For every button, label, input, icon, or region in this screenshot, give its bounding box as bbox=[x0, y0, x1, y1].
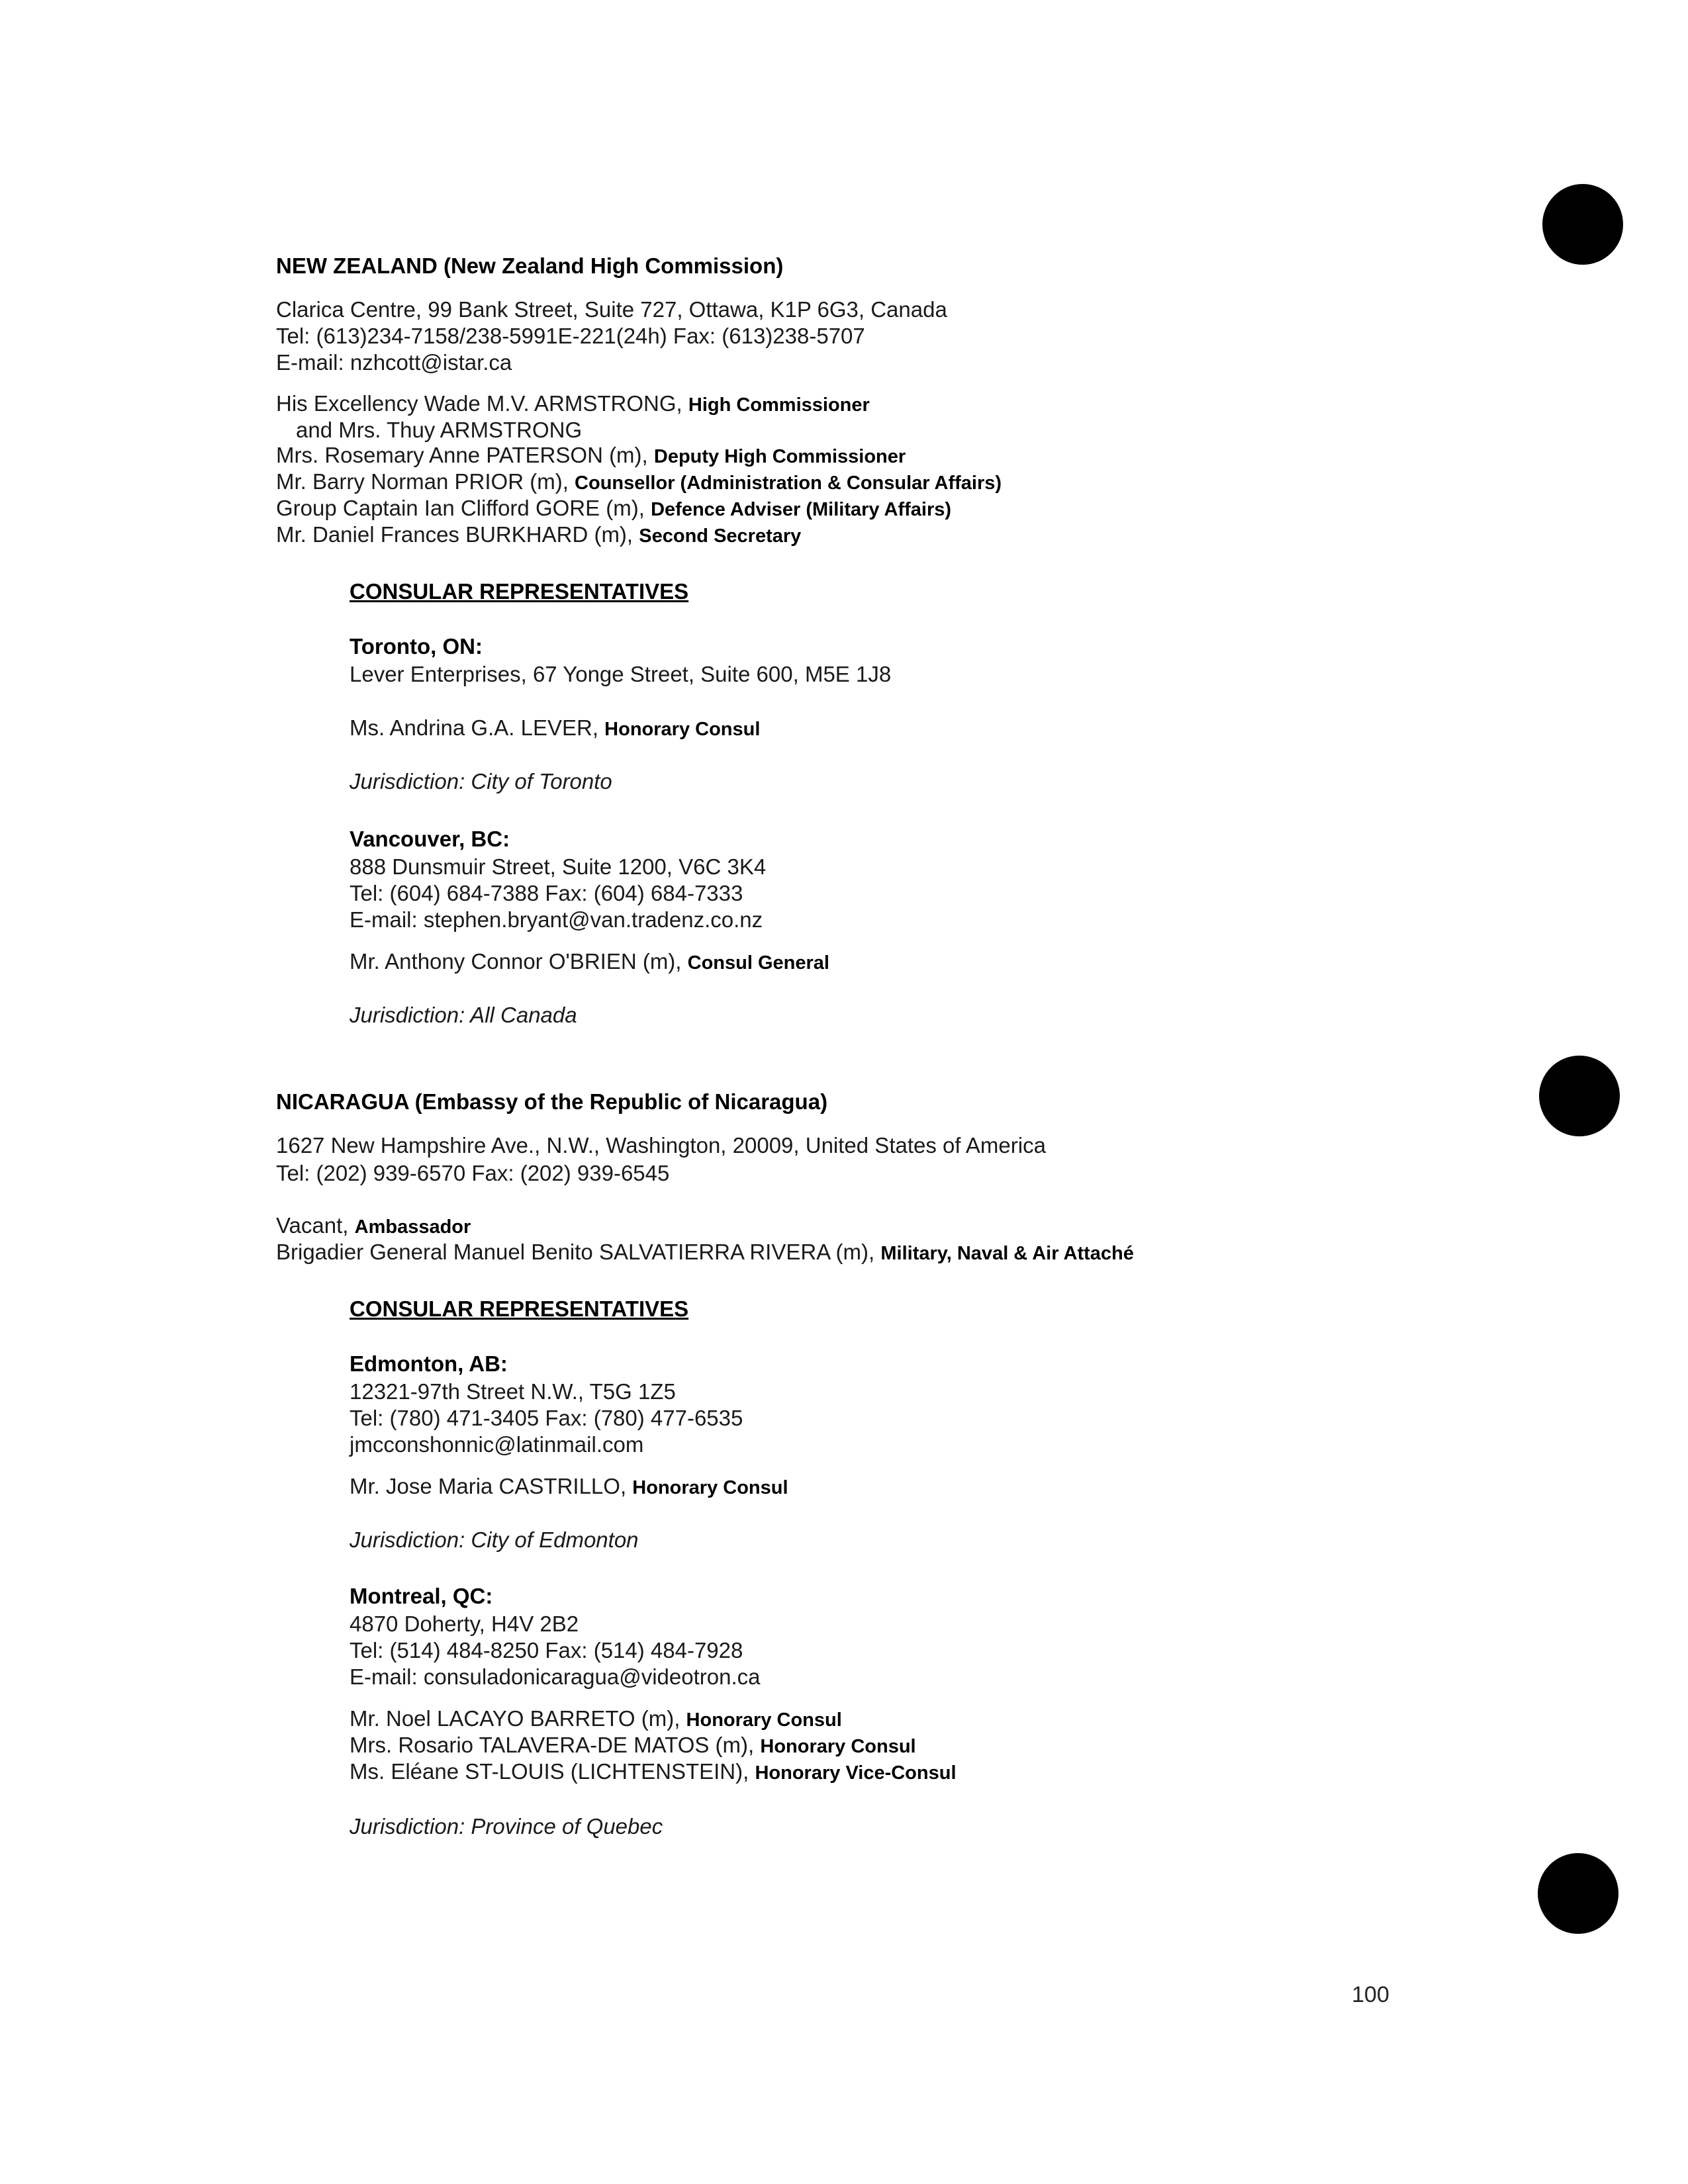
staff-name: Mr. Daniel Frances BURKHARD (m), bbox=[276, 522, 639, 547]
nz-staff-row bbox=[276, 469, 1002, 496]
nz-toronto-address: Lever Enterprises, 67 Yonge Street, Suite 600, M5E 1J8 bbox=[350, 662, 892, 686]
nz-vancouver-tel: Tel: (604) 684-7388 Fax: (604) 684-7333 bbox=[350, 881, 743, 905]
staff-name: Group Captain Ian Clifford GORE (m), bbox=[276, 496, 651, 520]
staff-title: Ambassador bbox=[354, 1216, 471, 1238]
staff-name: His Excellency Wade M.V. ARMSTRONG, bbox=[276, 391, 688, 416]
person-title: Consul General bbox=[687, 952, 829, 974]
nz-staff-row bbox=[276, 442, 906, 470]
ni-montreal-address: 4870 Doherty, H4V 2B2 bbox=[350, 1612, 579, 1636]
ni-edmonton-address: 12321-97th Street N.W., T5G 1Z5 bbox=[350, 1379, 676, 1404]
staff-title: Counsellor (Administration & Consular Affairs) bbox=[575, 473, 1002, 494]
ni-montreal-person bbox=[350, 1732, 916, 1760]
person-name: Ms. Andrina G.A. LEVER, bbox=[350, 715, 605, 740]
ni-heading: NICARAGUA (Embassy of the Republic of Nicaragua) bbox=[276, 1089, 828, 1114]
person-name: Mr. Anthony Connor O'BRIEN (m), bbox=[350, 949, 688, 974]
ni-montreal-city: Montreal, QC: bbox=[350, 1584, 493, 1608]
ni-tel: Tel: (202) 939-6570 Fax: (202) 939-6545 bbox=[276, 1161, 670, 1185]
staff-name: Brigadier General Manuel Benito SALVATIERRA RIVERA (m), bbox=[276, 1240, 881, 1264]
nz-staff-row bbox=[276, 390, 870, 418]
staff-title: High Commissioner bbox=[688, 394, 870, 416]
staff-title: Defence Adviser (Military Affairs) bbox=[651, 499, 952, 520]
person-title: Honorary Consul bbox=[632, 1477, 788, 1498]
ni-address: 1627 New Hampshire Ave., N.W., Washington, 20009, United States of America bbox=[276, 1133, 1046, 1158]
ni-montreal-person bbox=[350, 1706, 842, 1733]
person-title: Honorary Vice-Consul bbox=[755, 1762, 957, 1784]
staff-name: Vacant, bbox=[276, 1213, 355, 1238]
ni-edmonton-email: jmcconshonnic@latinmail.com bbox=[350, 1432, 644, 1457]
nz-heading: NEW ZEALAND (New Zealand High Commission) bbox=[276, 253, 784, 278]
punch-hole-middle bbox=[1539, 1056, 1620, 1136]
nz-email: E-mail: nzhcott@istar.ca bbox=[276, 350, 512, 375]
staff-name: Mrs. Rosemary Anne PATERSON (m), bbox=[276, 443, 654, 467]
nz-consular-heading: CONSULAR REPRESENTATIVES bbox=[350, 579, 689, 604]
person-name: Mr. Jose Maria CASTRILLO, bbox=[350, 1474, 633, 1498]
nz-vancouver-address: 888 Dunsmuir Street, Suite 1200, V6C 3K4 bbox=[350, 854, 767, 879]
person-name: Mrs. Rosario TALAVERA-DE MATOS (m), bbox=[350, 1733, 761, 1757]
person-title: Honorary Consul bbox=[686, 1709, 842, 1731]
nz-tel: Tel: (613)234-7158/238-5991E-221(24h) Fax: (613)238-5707 bbox=[276, 324, 865, 348]
nz-vancouver-email: E-mail: stephen.bryant@van.tradenz.co.nz bbox=[350, 907, 763, 932]
staff-title: Second Secretary bbox=[639, 525, 802, 547]
nz-staff-row bbox=[296, 417, 582, 443]
punch-hole-bottom bbox=[1538, 1853, 1618, 1934]
nz-toronto-city: Toronto, ON: bbox=[350, 634, 483, 659]
ni-edmonton-jurisdiction: Jurisdiction: City of Edmonton bbox=[350, 1527, 639, 1552]
ni-staff-row bbox=[276, 1212, 471, 1240]
staff-name: and Mrs. Thuy ARMSTRONG bbox=[296, 418, 583, 442]
ni-edmonton-person bbox=[350, 1473, 788, 1501]
nz-vancouver-city: Vancouver, BC: bbox=[350, 827, 510, 851]
nz-toronto-person bbox=[350, 715, 760, 743]
ni-montreal-email: E-mail: consuladonicaragua@videotron.ca bbox=[350, 1664, 761, 1689]
ni-edmonton-city: Edmonton, AB: bbox=[350, 1351, 508, 1376]
ni-montreal-person bbox=[350, 1758, 957, 1786]
person-title: Honorary Consul bbox=[760, 1736, 916, 1757]
ni-edmonton-tel: Tel: (780) 471-3405 Fax: (780) 477-6535 bbox=[350, 1406, 743, 1430]
nz-vancouver-person bbox=[350, 948, 829, 976]
person-name: Ms. Eléane ST-LOUIS (LICHTENSTEIN), bbox=[350, 1759, 755, 1784]
person-title: Honorary Consul bbox=[604, 719, 761, 740]
nz-staff-row bbox=[276, 495, 951, 523]
ni-montreal-tel: Tel: (514) 484-8250 Fax: (514) 484-7928 bbox=[350, 1638, 743, 1662]
nz-vancouver-jurisdiction: Jurisdiction: All Canada bbox=[350, 1003, 577, 1027]
page-number: 100 bbox=[1352, 1982, 1389, 2007]
ni-consular-heading: CONSULAR REPRESENTATIVES bbox=[350, 1297, 689, 1321]
nz-address: Clarica Centre, 99 Bank Street, Suite 727, Ottawa, K1P 6G3, Canada bbox=[276, 297, 947, 322]
nz-staff-row bbox=[276, 522, 801, 549]
nz-toronto-jurisdiction: Jurisdiction: City of Toronto bbox=[350, 769, 612, 794]
staff-title: Deputy High Commissioner bbox=[653, 446, 906, 467]
person-name: Mr. Noel LACAYO BARRETO (m), bbox=[350, 1706, 686, 1731]
punch-hole-top bbox=[1542, 184, 1623, 265]
staff-title: Military, Naval & Air Attaché bbox=[880, 1243, 1134, 1264]
staff-name: Mr. Barry Norman PRIOR (m), bbox=[276, 469, 575, 494]
ni-staff-row bbox=[276, 1239, 1134, 1267]
ni-montreal-jurisdiction: Jurisdiction: Province of Quebec bbox=[350, 1814, 663, 1839]
